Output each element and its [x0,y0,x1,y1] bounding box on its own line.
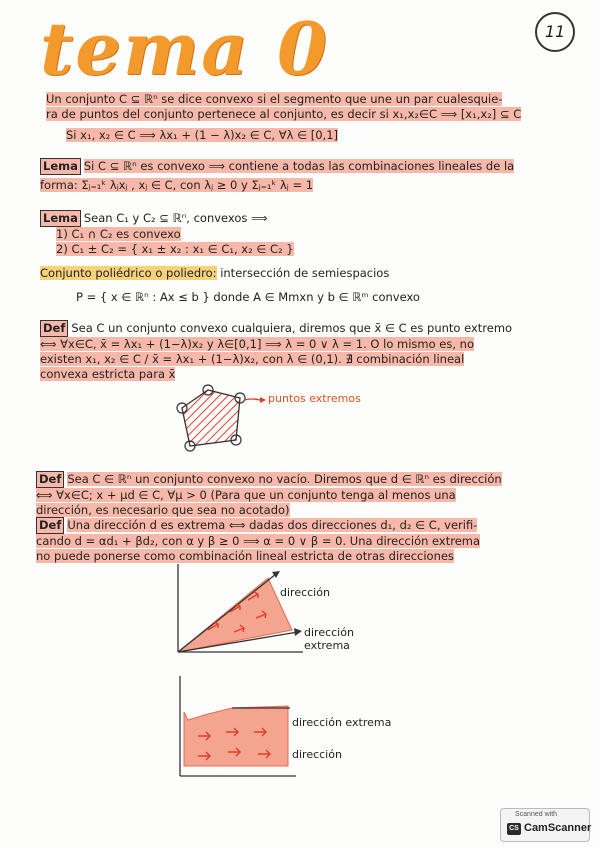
def-1-tag: Def [40,320,68,337]
page-title: tema 0 [40,6,330,91]
lema-2 [40,210,560,257]
def-3-tag: Def [36,517,64,534]
def-direccion [36,471,576,518]
def-punto-extremo [40,320,575,382]
def-3-line2: cando d = αd₁ + βd₂, con α y β ≥ 0 ⟹ α = 0 ∨ β = 0. Una dirección extrema [36,534,481,548]
def-3-line3: no puede ponerse como combinación lineal estricta de otras direcciones [36,549,454,563]
lema-1-tag: Lema [40,158,81,175]
lema-1-line1: Si C ⊆ ℝⁿ es convexo ⟹ contiene a todas las combinaciones lineales de la [83,159,515,173]
camscanner-brand: CamScanner [524,822,592,834]
def-direccion-extrema [36,517,576,564]
def-3-line1: Una dirección d es extrema ⟺ dadas dos direcciones d₁, d₂ ∈ C, verifi- [67,518,478,532]
def-2-tag: Def [36,471,64,488]
def-1-line4: convexa estricta para x̄ [40,367,176,381]
camscanner-badge [500,808,590,842]
def-1-line2: ⟺ ∀x∈C, x̄ = λx₁ + (1−λ)x₂ y λ∈[0,1] ⟹ λ = 0 ∨ λ = 1. O lo mismo es, no [40,337,474,351]
lema-1-line2: forma: Σⱼ₌₁ᵏ λⱼxⱼ , xⱼ ∈ C, con λⱼ ≥ 0 y Σⱼ₌₁ᵏ λⱼ = 1 [40,178,314,192]
convex-def-line2: ra de puntos del conjunto pertenece al conjunto, es decir si x₁,x₂∈C ⟹ [x₁,x₂] ⊆ C [46,107,522,121]
convex-def-line1: Un conjunto C ⊆ ℝⁿ se dice convexo si el segmento que une un par cualesquie- [46,92,503,106]
def-2-line3: dirección, es necesario que sea no acotado) [36,503,290,517]
scanned-with-text: Scanned with [515,811,558,818]
lema-2-item1: 1) C₁ ∩ C₂ es convexo [56,227,181,241]
direccion-extrema-line2: extrema [304,639,350,652]
poliedro-text: intersección de semiespacios [220,266,390,280]
poliedro-formula: P = { x ∈ ℝⁿ : Ax ≤ b } donde A ∈ Mmxn y b ∈ ℝᵐ convexo [76,290,420,304]
arrow-head-icon [294,628,302,636]
direccion-extrema-label-1 [304,626,354,652]
direccion-extrema-label-2: dirección extrema [292,716,392,729]
def-2-line1: Sea C ∈ ℝⁿ un conjunto convexo no vacío. Diremos que d ∈ ℝⁿ es dirección [67,472,502,486]
direction-cone-figure [168,560,308,660]
def-1-line1: Sea C un conjunto convexo cualquiera, diremos que x̄ ∈ C es punto extremo [71,321,513,335]
convex-formula-text: Si x₁, x₂ ∈ C ⟹ λx₁ + (1 − λ)x₂ ∈ C, ∀λ ∈ [0,1] [66,128,339,142]
convex-definition [46,92,566,122]
page-number: 11 [535,12,575,52]
camscanner-logo-icon: CS [507,823,521,835]
def-1-line3: existen x₁, x₂ ∈ C / x̄ = λx₁ + (1−λ)x₂, con λ ∈ (0,1). ∄ combinación lineal [40,352,465,366]
convex-formula [66,128,338,143]
lema-2-tag: Lema [40,210,81,227]
cone-region [178,578,292,652]
puntos-extremos-label: puntos extremos [268,392,361,405]
poliedro-definition [40,266,570,281]
lema-2-item2: 2) C₁ ± C₂ = { x₁ ± x₂ : x₁ ∈ C₁, x₂ ∈ C₂ } [56,242,294,256]
lema-2-line1: Sean C₁ y C₂ ⊆ ℝⁿ, convexos ⟹ [83,211,268,225]
direccion-extrema-line1: dirección [304,626,354,639]
arrow-head-icon [260,397,266,403]
def-2-line2: ⟺ ∀x∈C; x + μd ∈ C, ∀μ > 0 (Para que un conjunto tenga al menos una [36,488,456,502]
poliedro-heading: Conjunto poliédrico o poliedro: [40,266,217,280]
direccion-label-1: dirección [280,586,330,599]
strip-figure [168,672,298,782]
direccion-label-2: dirección [292,748,342,761]
extreme-points-figure [160,378,280,458]
lema-1 [40,158,565,193]
arrow-icon [244,399,260,400]
